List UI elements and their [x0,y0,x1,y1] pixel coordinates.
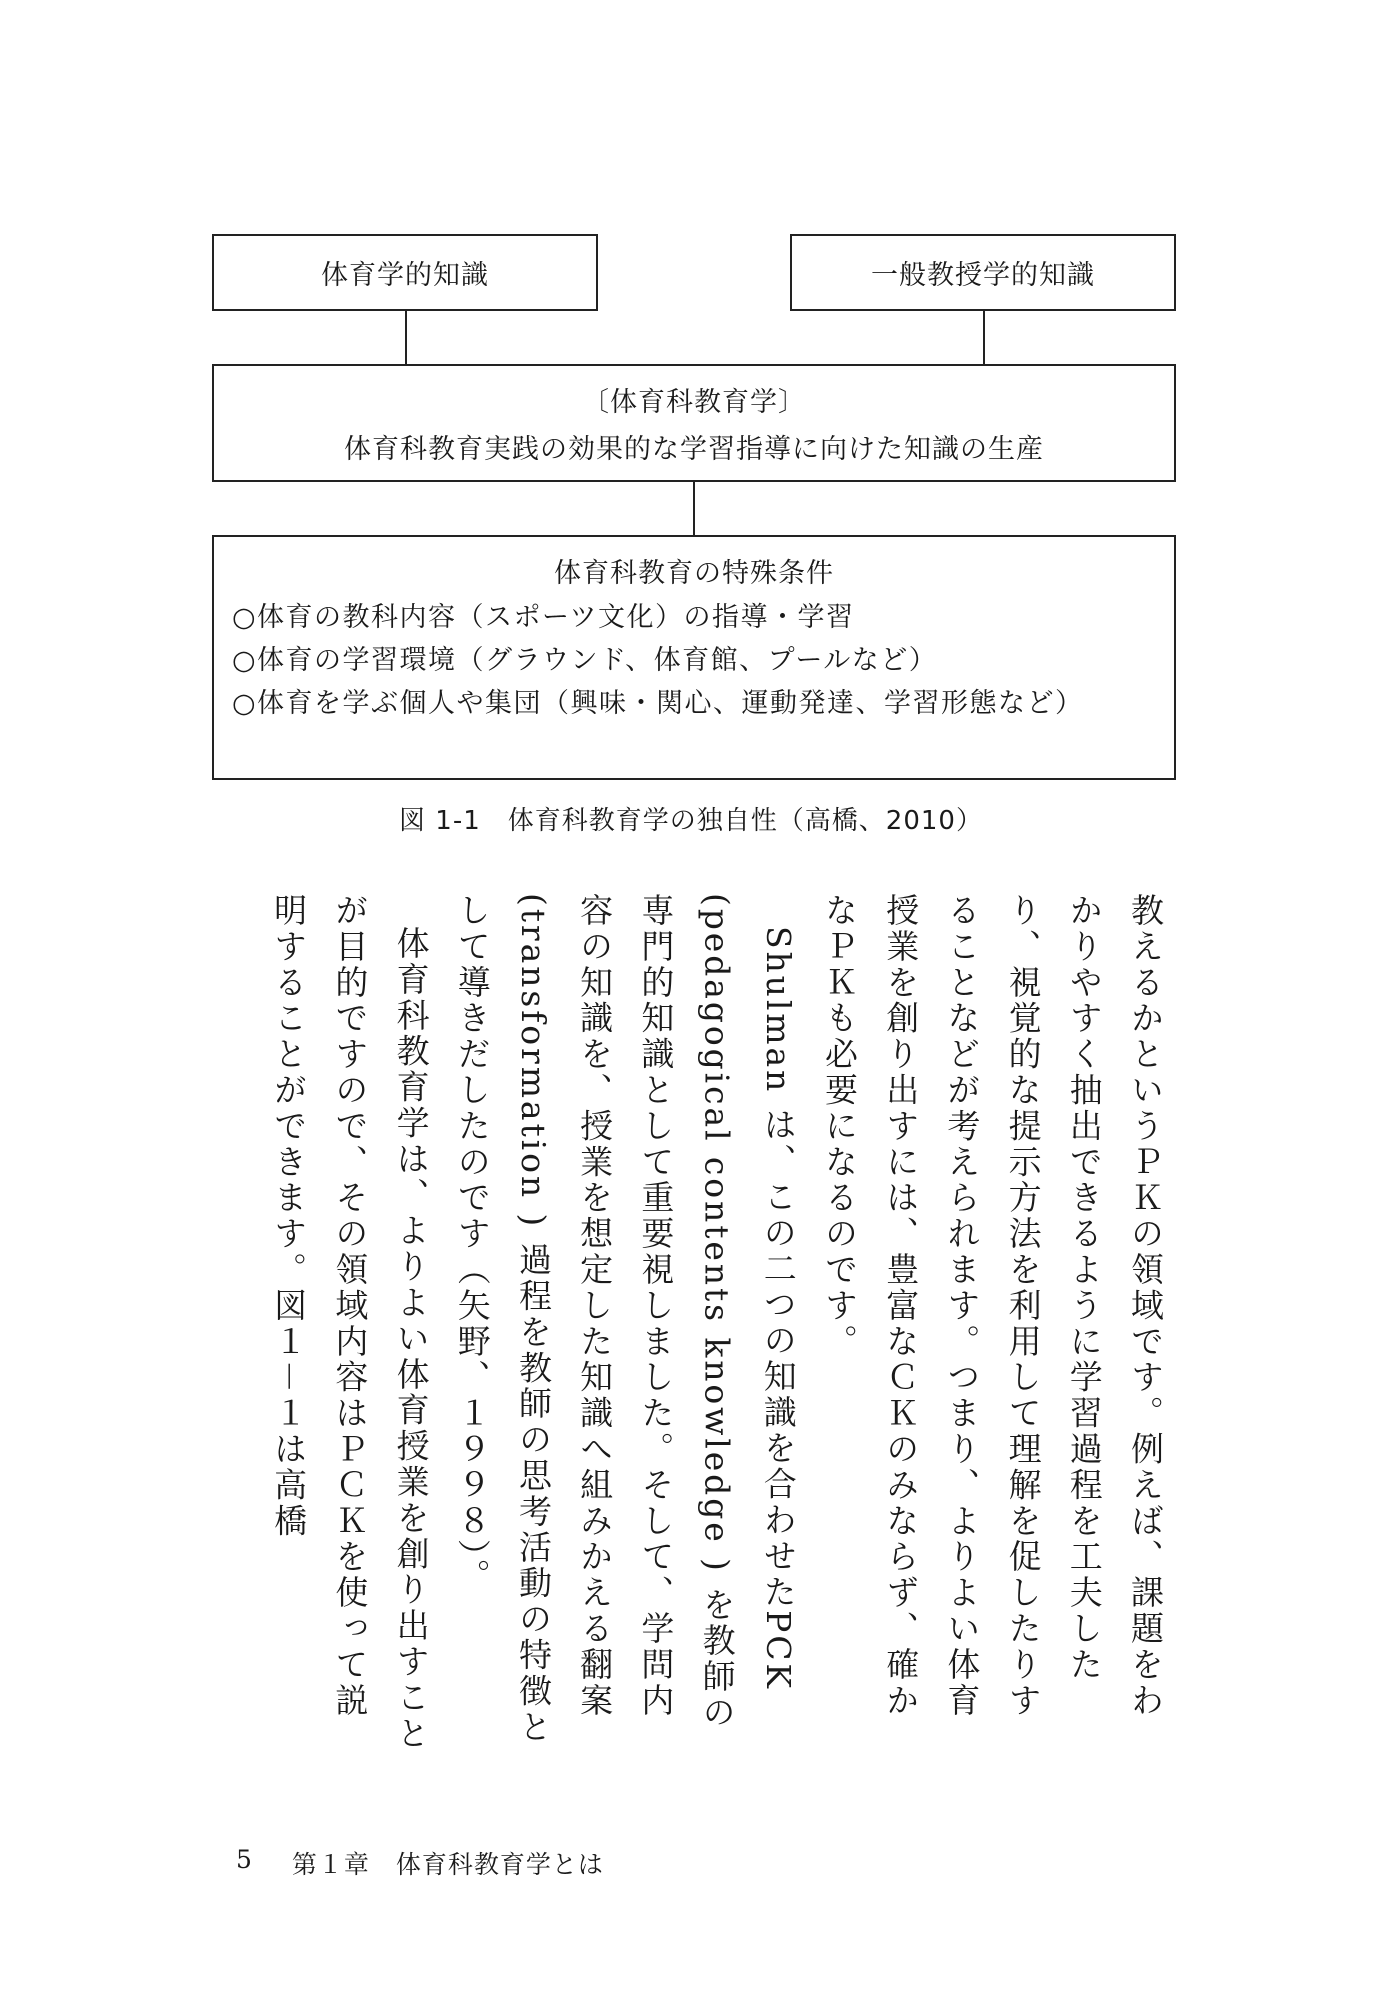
condition-item: ○体育の教科内容（スポーツ文化）の指導・学習 [232,602,855,633]
condition-item: ○体育の学習環境（グラウンド、体育館、プールなど） [232,645,938,676]
figure-caption: 図 1-1 体育科教育学の独自性（高橋、2010） [399,806,983,836]
diagram-box-special-conditions [212,535,1176,780]
box-title: 〔体育科教育学〕 [582,387,806,418]
diagram-box-physical-education-knowledge [212,234,598,311]
conditions-list [232,596,1156,725]
connector-line-right [983,311,985,364]
box-label: 一般教授学的知識 [871,260,1095,291]
body-text [196,893,1176,1753]
box-label: 体育学的知識 [321,260,489,291]
paragraph: 体育科教育学は、よりよい体育授業を創り出すことが目的ですので、その領域内容はＰＣＫを使って説明することができます。図１－１は高橋 [269,893,431,1752]
condition-item: ○体育を学ぶ個人や集団（興味・関心、運動発達、学習形態など） [232,688,1084,719]
diagram-box-general-pedagogy-knowledge [790,234,1176,311]
page-footer [236,1845,604,1881]
conditions-title: 体育科教育の特殊条件 [554,558,834,589]
chapter-title: 第１章 体育科教育学とは [291,1850,604,1879]
diagram-box-physical-education-pedagogy [212,364,1176,482]
connector-line-center [693,482,695,535]
box-subtitle: 体育科教育実践の効果的な学習指導に向けた知識の生産 [344,434,1044,465]
paragraph: 教えるかというＰＫの領域です。例えば、課題をわかりやすく抽出できるように学習過程を工夫したり、視覚的な提示方法を利用して理解を促したりすることなどが考えられます。つまり、よりよい体育授業を創り出すには、豊富なＣＫのみならず、確かなＰＫも必要になるのです。 [819,893,1165,1719]
page-number: 5 [236,1845,252,1874]
connector-line-left [405,311,407,364]
paragraph: Shulman は、この二つの知識を合わせたPCK (pedagogical contents knowledge ) を教師の専門的知識として重要視しました。そして、学問内容の知識を、授業を想定した知識へ組みかえる翻案 (transformation ) 過程を教師の思考活動の特徴として導きだしたのです（矢野、１９９８）。 [452,893,798,1746]
